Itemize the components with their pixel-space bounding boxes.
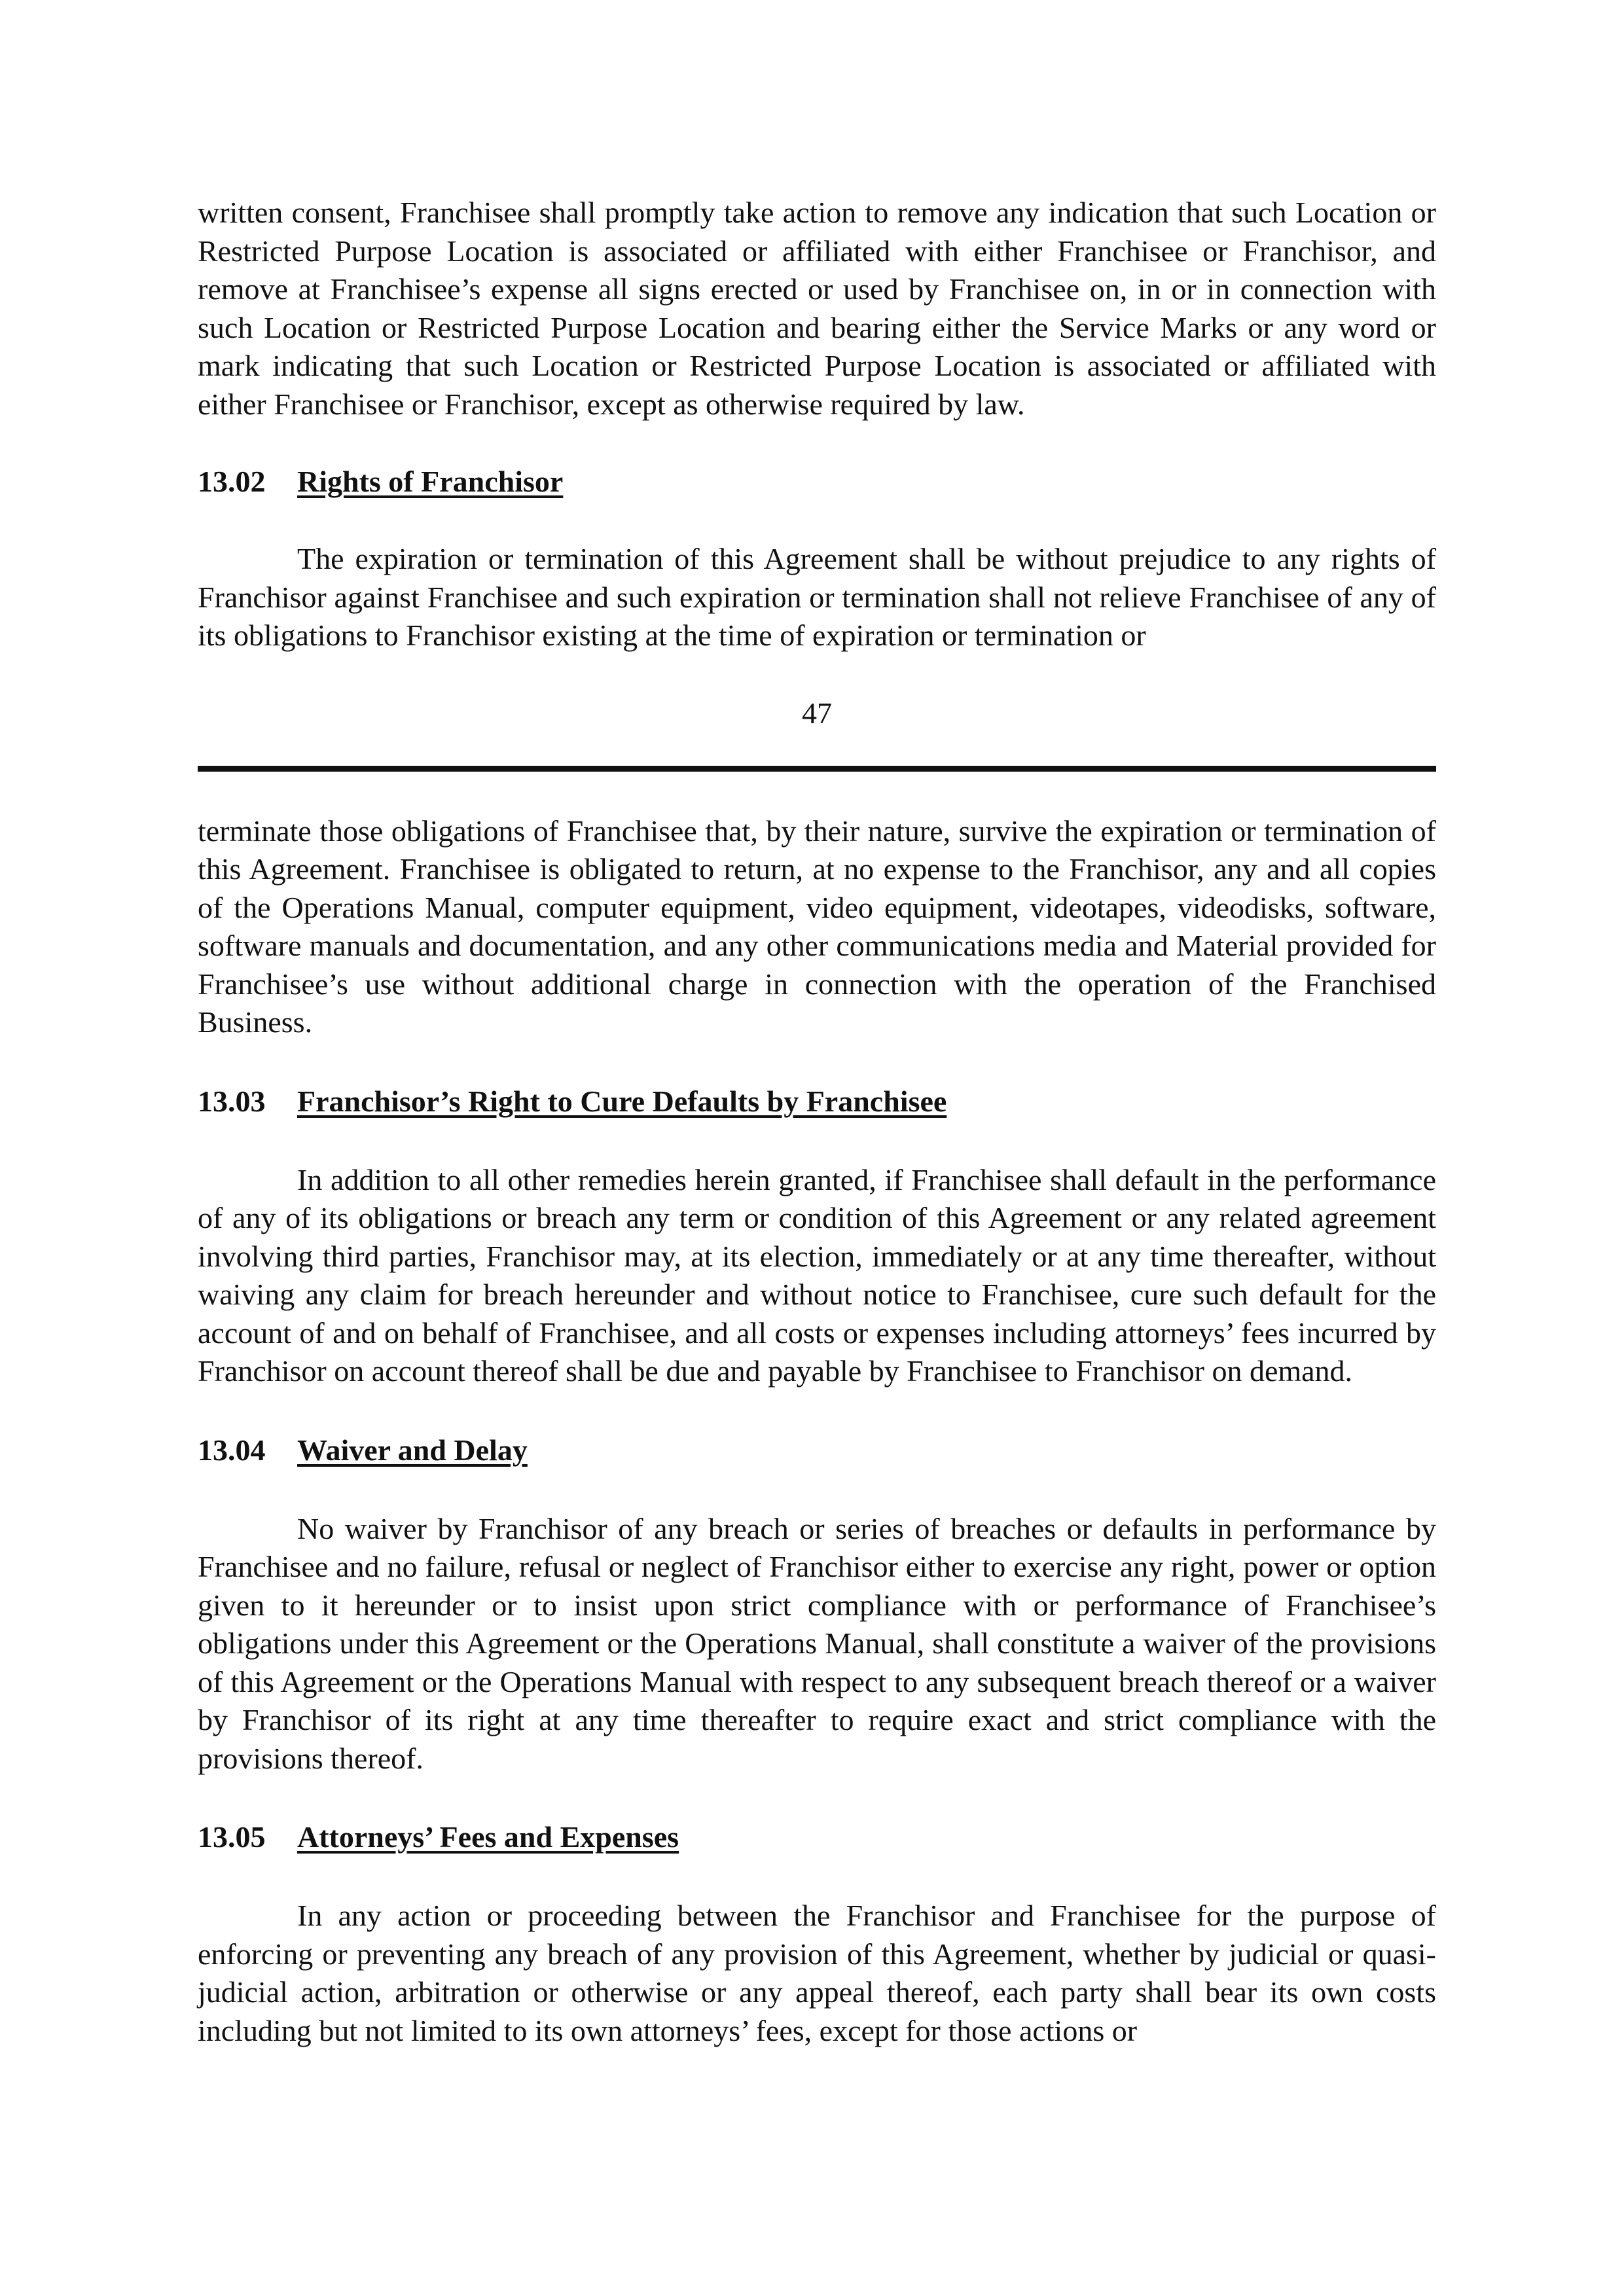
section-heading-13-03 [198,1083,1436,1121]
section-number: 13.05 [198,1820,266,1854]
page-break-rule [198,766,1436,772]
spacer [198,655,1436,694]
section-heading-13-05 [198,1818,1436,1856]
spacer [198,1778,1436,1818]
section-number: 13.04 [198,1433,266,1467]
section-title: Attorneys’ Fees and Expenses [297,1820,679,1854]
top-paragraph: written consent, Franchisee shall promptly take action to remove any indication that such Location or Restricted Purpose Location is associated or affiliated with either Franchisee or Franchisor, and remove at Franchisee’s expense all signs erected or used by Franchisee on, in or in connection with such Location or Restricted Purpose Location and bearing either the Service Marks or any word or mark indicating that such Location or Restricted Purpose Location is associated or affiliated with either Franchisee or Franchisor, except as otherwise required by law. [198,196,1436,421]
spacer [198,1856,1436,1897]
section-title: Waiver and Delay [297,1433,528,1467]
document-page [198,194,1436,2050]
spacer [198,1391,1436,1431]
section-body-13-02: The expiration or termination of this Agreement shall be without prejudice to any rights of Franchisor against Franchisee and such expiration or termination shall not relieve Franchisee of any of its obligations to Franchisor existing at the time of expiration or termination or [198,542,1436,652]
section-number: 13.02 [198,465,266,498]
section-heading-13-02 [198,463,1436,501]
spacer [198,772,1436,812]
spacer [198,1042,1436,1083]
spacer [198,732,1436,766]
section-heading-13-04 [198,1431,1436,1469]
spacer [198,1121,1436,1161]
section-body-13-03: In addition to all other remedies herein granted, if Franchisee shall default in the performance of any of its obligations or breach any term or condition of this Agreement or any related agreement involving third parties, Franchisor may, at its election, immediately or at any time thereafter, without waiving any claim for breach hereunder and without notice to Franchisee, cure such default for the account of and on behalf of Franchisee, and all costs or expenses including attorneys’ fees incurred by Franchisor on account thereof shall be due and payable by Franchisee to Franchisor on demand. [198,1162,1436,1388]
page-number: 47 [802,696,832,730]
spacer [198,423,1436,463]
section-body-13-05: In any action or proceeding between the Franchisor and Franchisee for the purpose of enforcing or preventing any breach of any provision of this Agreement, whether by judicial or quasi-judicial action, arbitration or otherwise or any appeal thereof, each party shall bear its own costs including but not limited to its own attorneys’ fees, except for those actions or [198,1899,1436,2047]
continuation-paragraph: terminate those obligations of Franchisee that, by their nature, survive the expiration or termination of this Agreement. Franchisee is obligated to return, at no expense to the Franchisor, any and all copies of the Operations Manual, computer equipment, video equipment, videotapes, videodisks, software, software manuals and documentation, and any other communications media and Material provided for Franchisee’s use without additional charge in connection with the operation of the Franchised Business. [198,814,1436,1039]
section-title: Rights of Franchisor [297,465,564,498]
section-body-13-04: No waiver by Franchisor of any breach or series of breaches or defaults in performance by Franchisee and no failure, refusal or neglect of Franchisor either to exercise any right, power or option given to it hereunder or to insist upon strict compliance with or performance of Franchisee’s obligations under this Agreement or the Operations Manual, shall constitute a waiver of the provisions of this Agreement or the Operations Manual with respect to any subsequent breach thereof or a waiver by Franchisor of its right at any time thereafter to require exact and strict compliance with the provisions thereof. [198,1511,1436,1775]
spacer [198,501,1436,540]
section-title: Franchisor’s Right to Cure Defaults by Franchisee [297,1084,947,1118]
spacer [198,1469,1436,1510]
section-number: 13.03 [198,1084,266,1118]
